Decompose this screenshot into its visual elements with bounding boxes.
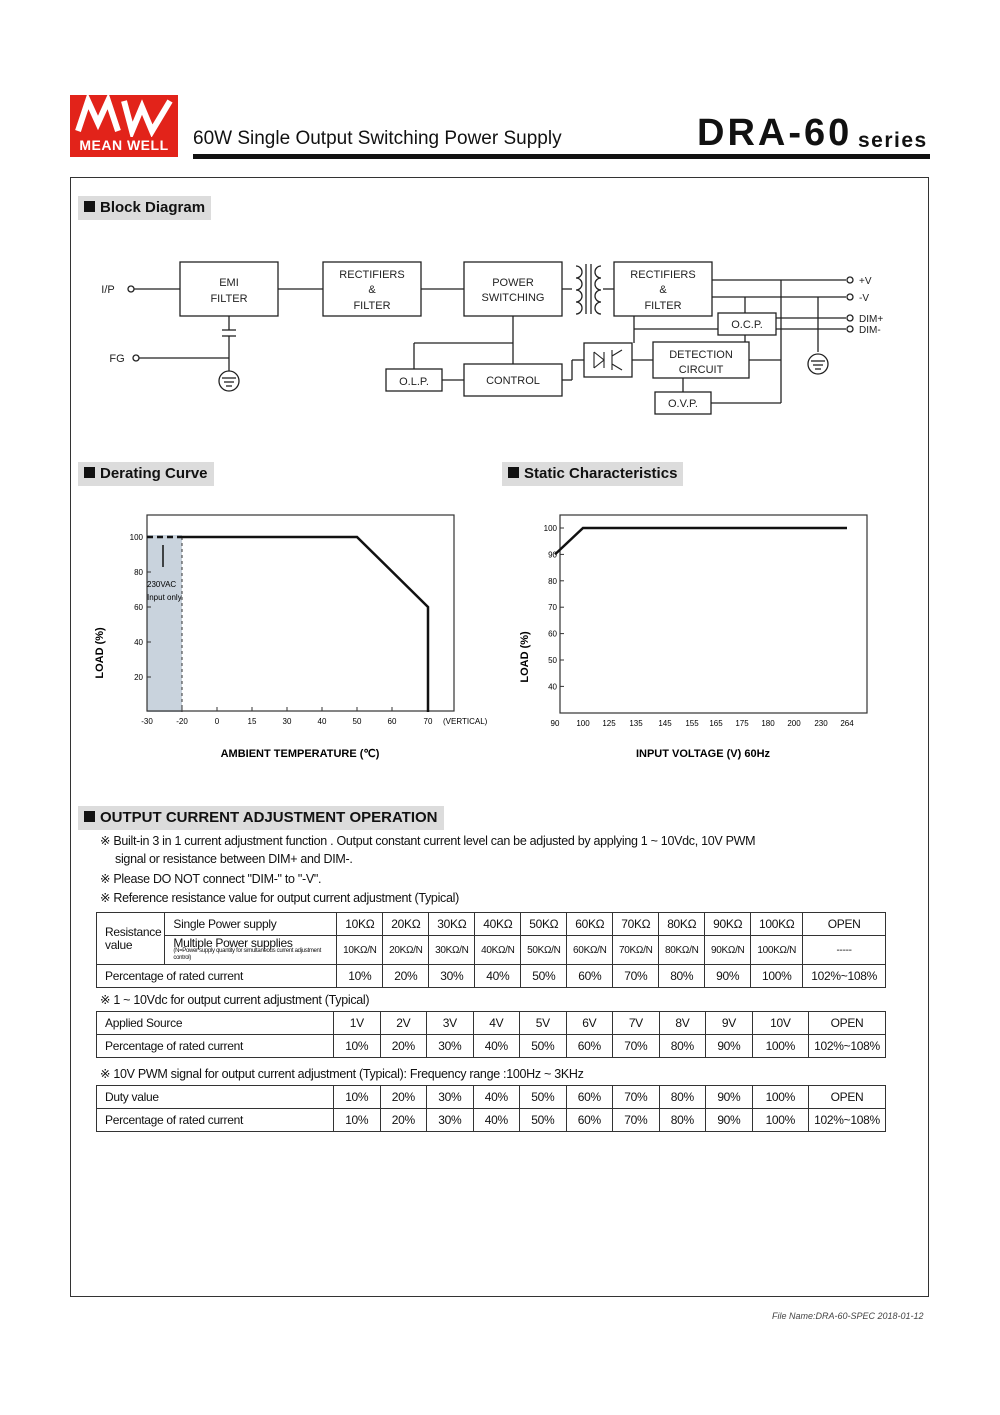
table-cell: 20KΩ — [383, 913, 429, 936]
adjust-note-1b: signal or resistance between DIM+ and DIM-. — [115, 852, 353, 866]
table-cell: 100% — [752, 1109, 808, 1132]
x-tick-label: 155 — [685, 719, 699, 728]
pct-label: Percentage of rated current — [97, 1035, 334, 1058]
pwm-table — [96, 1085, 886, 1132]
table-cell: 30% — [427, 1035, 474, 1058]
file-name-footer: File Name:DRA-60-SPEC 2018-01-12 — [772, 1311, 924, 1321]
table-cell: 10% — [337, 965, 383, 988]
table-cell: 102%~108% — [809, 1035, 886, 1058]
table-cell: 20% — [380, 1086, 427, 1109]
x-axis-label: AMBIENT TEMPERATURE (℃) — [220, 748, 380, 760]
series-label: series — [858, 129, 928, 152]
table-cell: 40KΩ/N — [475, 936, 521, 965]
y-tick-label: 40 — [548, 682, 557, 692]
power-switching-box — [464, 262, 562, 316]
table-cell: 90% — [706, 1109, 753, 1132]
multi-label: Multiple Power supplies — [173, 936, 293, 950]
table-cell: 80% — [659, 965, 705, 988]
x-tick-label: 165 — [709, 719, 723, 728]
annotation-line-2: Input only — [147, 593, 182, 602]
duty-label: Duty value — [97, 1086, 334, 1109]
y-tick-label: 70 — [548, 603, 557, 613]
det-label-b: CIRCUIT — [678, 364, 724, 376]
table-cell: 20% — [380, 1035, 427, 1058]
table-cell: 30% — [427, 1109, 474, 1132]
table-cell: 90KΩ/N — [705, 936, 751, 965]
voltage-table — [96, 1011, 886, 1058]
control-label: CONTROL — [486, 375, 540, 387]
table-cell: 70% — [613, 1086, 660, 1109]
table-cell: 3V — [427, 1012, 474, 1035]
table-cell: 40KΩ — [475, 913, 521, 936]
document-subtitle: 60W Single Output Switching Power Supply — [193, 128, 562, 149]
x-tick-label: 180 — [761, 719, 775, 728]
table-cell: 4V — [473, 1012, 520, 1035]
olp-label: O.L.P. — [399, 376, 429, 388]
det-label-a: DETECTION — [669, 349, 733, 361]
fg-label: FG — [109, 353, 125, 365]
block-diagram-heading: Block Diagram — [78, 196, 211, 220]
adjust-heading: OUTPUT CURRENT ADJUSTMENT OPERATION — [78, 806, 444, 830]
mw-logo-mark — [70, 95, 178, 137]
x-tick-label: 135 — [629, 719, 643, 728]
emi-filter-label: FILTER — [210, 293, 248, 305]
adjust-note-5: ※ 10V PWM signal for output current adjustment (Typical): Frequency range :100Hz ~ 3KHz — [100, 1067, 584, 1081]
header-rule — [193, 154, 930, 159]
static-chart — [505, 505, 900, 775]
table-cell: 60% — [566, 1035, 613, 1058]
table-cell: 10V — [752, 1012, 808, 1035]
y-axis-label: LOAD (%) — [519, 631, 531, 683]
load-series-line — [555, 528, 847, 554]
table-cell: 70KΩ/N — [613, 936, 659, 965]
ocp-label: O.C.P. — [731, 319, 763, 331]
table-row — [97, 1012, 886, 1035]
table-cell: 80% — [659, 1086, 706, 1109]
table-cell: 20KΩ/N — [383, 936, 429, 965]
table-cell: 30KΩ/N — [429, 936, 475, 965]
y-tick-label: 20 — [134, 673, 143, 682]
table-cell: 70KΩ — [613, 913, 659, 936]
table-cell: 20% — [380, 1109, 427, 1132]
table-cell: 100% — [751, 965, 803, 988]
table-cell: 80% — [659, 1035, 706, 1058]
rect2-label-a: RECTIFIERS — [630, 269, 696, 281]
y-tick-label: 50 — [548, 656, 557, 665]
x-tick-label: -30 — [141, 717, 153, 726]
table-cell: 2V — [380, 1012, 427, 1035]
y-tick-label: 60 — [548, 629, 557, 639]
static-heading: Static Characteristics — [502, 462, 683, 486]
y-tick-label: 60 — [134, 603, 143, 612]
table-cell: 80KΩ — [659, 913, 705, 936]
table-row — [97, 1109, 886, 1132]
pct-label: Percentage of rated current — [97, 965, 337, 988]
rect1-label-b: & — [368, 284, 376, 296]
table-cell: 50% — [520, 1086, 567, 1109]
x-tick-label: 230 — [814, 719, 828, 728]
derating-chart — [80, 505, 500, 775]
x-tick-label: 100 — [576, 719, 590, 728]
res-label-a: Resistance — [105, 924, 162, 939]
res-label-b: value — [105, 937, 133, 952]
y-tick-label: 100 — [543, 524, 557, 533]
vminus-label: -V — [859, 293, 869, 304]
table-cell: 30% — [429, 965, 475, 988]
table-cell: 8V — [659, 1012, 706, 1035]
x-tick-label: 125 — [602, 719, 616, 728]
table-cell: 10% — [334, 1086, 381, 1109]
x-tick-label: 175 — [735, 719, 749, 728]
ps-label-a: POWER — [492, 277, 534, 289]
resistance-table — [96, 912, 886, 988]
table-cell: 100KΩ — [751, 913, 803, 936]
emi-label: EMI — [219, 277, 239, 289]
table-cell: 100KΩ/N — [751, 936, 803, 965]
multi-note: (N=Power supply quantity for simultaneous current adjustment control) — [173, 948, 321, 961]
model-name: DRA-60 — [697, 112, 853, 154]
ip-label: I/P — [101, 284, 115, 296]
table-cell: 40% — [473, 1035, 520, 1058]
adjust-note-2: ※ Please DO NOT connect "DIM-" to "-V". — [100, 872, 322, 886]
emi-filter-box — [180, 262, 278, 316]
table-cell: 50% — [521, 965, 567, 988]
adjust-note-1a: ※ Built-in 3 in 1 current adjustment function . Output constant current level can be adjusted by applying 1 ~ 10Vdc, 10V PWM — [100, 834, 756, 848]
x-tick-label: 15 — [247, 717, 257, 726]
table-cell: 100% — [752, 1035, 808, 1058]
x-tick-label: 40 — [317, 717, 327, 726]
table-cell: 80KΩ/N — [659, 936, 705, 965]
table-cell: 60% — [567, 965, 613, 988]
table-cell: OPEN — [809, 1012, 886, 1035]
mean-well-logo — [70, 95, 178, 157]
x-tick-label: 50 — [352, 717, 362, 726]
x-axis-label: INPUT VOLTAGE (V) 60Hz — [635, 748, 771, 760]
table-cell: 40% — [473, 1109, 520, 1132]
x-tick-label: 30 — [282, 717, 292, 726]
table-cell: 10% — [334, 1109, 381, 1132]
block-diagram — [0, 240, 1000, 430]
table-cell: 9V — [706, 1012, 753, 1035]
y-tick-label: 90 — [548, 550, 557, 560]
rect2-label-b: & — [659, 284, 667, 296]
single-label: Single Power supply — [165, 913, 337, 936]
rect1-label-a: RECTIFIERS — [339, 269, 405, 281]
table-cell: 20% — [383, 965, 429, 988]
table-cell: 50% — [520, 1109, 567, 1132]
src-label: Applied Source — [97, 1012, 334, 1035]
x-tick-label: 145 — [658, 719, 672, 728]
table-row — [97, 936, 886, 965]
vplus-label: +V — [859, 276, 872, 287]
table-cell: 60KΩ — [567, 913, 613, 936]
plot-frame — [560, 515, 867, 713]
table-cell: 50KΩ — [521, 913, 567, 936]
table-row — [97, 1035, 886, 1058]
table-cell: 70% — [613, 965, 659, 988]
table-cell: 1V — [334, 1012, 381, 1035]
x-tick-suffix: (VERTICAL) — [443, 717, 488, 726]
x-tick-label: 60 — [387, 717, 397, 726]
ps-label-b: SWITCHING — [481, 292, 545, 304]
table-cell: OPEN — [809, 1086, 886, 1109]
table-cell: 30KΩ — [429, 913, 475, 936]
table-cell: 90KΩ — [705, 913, 751, 936]
table-cell: 50KΩ/N — [521, 936, 567, 965]
table-row — [97, 913, 886, 936]
table-cell: 60% — [566, 1109, 613, 1132]
adjust-note-4: ※ 1 ~ 10Vdc for output current adjustment (Typical) — [100, 993, 370, 1007]
y-tick-label: 40 — [134, 638, 143, 647]
load-series-line — [182, 537, 428, 712]
table-cell: 60KΩ/N — [567, 936, 613, 965]
table-cell: 102%~108% — [803, 965, 886, 988]
y-tick-label: 100 — [129, 533, 143, 542]
adjust-note-3: ※ Reference resistance value for output current adjustment (Typical) — [100, 891, 460, 905]
x-tick-label: 264 — [840, 719, 854, 728]
table-cell: 30% — [427, 1086, 474, 1109]
table-cell: 40% — [473, 1086, 520, 1109]
shaded-region — [147, 535, 182, 712]
x-tick-label: 90 — [550, 719, 560, 728]
table-cell: 40% — [475, 965, 521, 988]
table-cell: 102%~108% — [809, 1109, 886, 1132]
table-cell: 50% — [520, 1035, 567, 1058]
plot-frame — [147, 515, 454, 711]
table-cell: 70% — [613, 1109, 660, 1132]
table-cell: 6V — [566, 1012, 613, 1035]
ovp-label: O.V.P. — [668, 398, 698, 410]
table-cell: 90% — [706, 1035, 753, 1058]
rect2-label-c: FILTER — [644, 300, 682, 312]
table-cell: 90% — [705, 965, 751, 988]
pct-label: Percentage of rated current — [97, 1109, 334, 1132]
table-row — [97, 965, 886, 988]
table-cell: 10% — [334, 1035, 381, 1058]
dimminus-label: DIM- — [859, 325, 881, 336]
y-tick-label: 80 — [134, 568, 143, 577]
table-cell: 80% — [659, 1109, 706, 1132]
table-cell: 70% — [613, 1035, 660, 1058]
derating-heading: Derating Curve — [78, 462, 214, 486]
optocoupler-box — [584, 343, 632, 377]
x-tick-label: -20 — [176, 717, 188, 726]
table-cell: 10KΩ — [337, 913, 383, 936]
x-tick-label: 70 — [423, 717, 433, 726]
table-cell: ----- — [803, 936, 886, 965]
x-tick-label: 0 — [214, 717, 220, 726]
y-tick-label: 80 — [548, 576, 557, 586]
annotation-line-1: 230VAC — [147, 580, 177, 589]
rect1-label-c: FILTER — [353, 300, 391, 312]
table-cell: 100% — [752, 1086, 808, 1109]
logo-text: MEAN WELL — [79, 137, 169, 153]
table-cell: OPEN — [803, 913, 886, 936]
table-row — [97, 1086, 886, 1109]
table-cell: 7V — [613, 1012, 660, 1035]
x-tick-label: 200 — [787, 719, 801, 728]
table-cell: 5V — [520, 1012, 567, 1035]
dimplus-label: DIM+ — [859, 314, 884, 325]
table-cell: 90% — [706, 1086, 753, 1109]
y-axis-label: LOAD (%) — [94, 627, 106, 679]
table-cell: 60% — [566, 1086, 613, 1109]
table-cell: 10KΩ/N — [337, 936, 383, 965]
